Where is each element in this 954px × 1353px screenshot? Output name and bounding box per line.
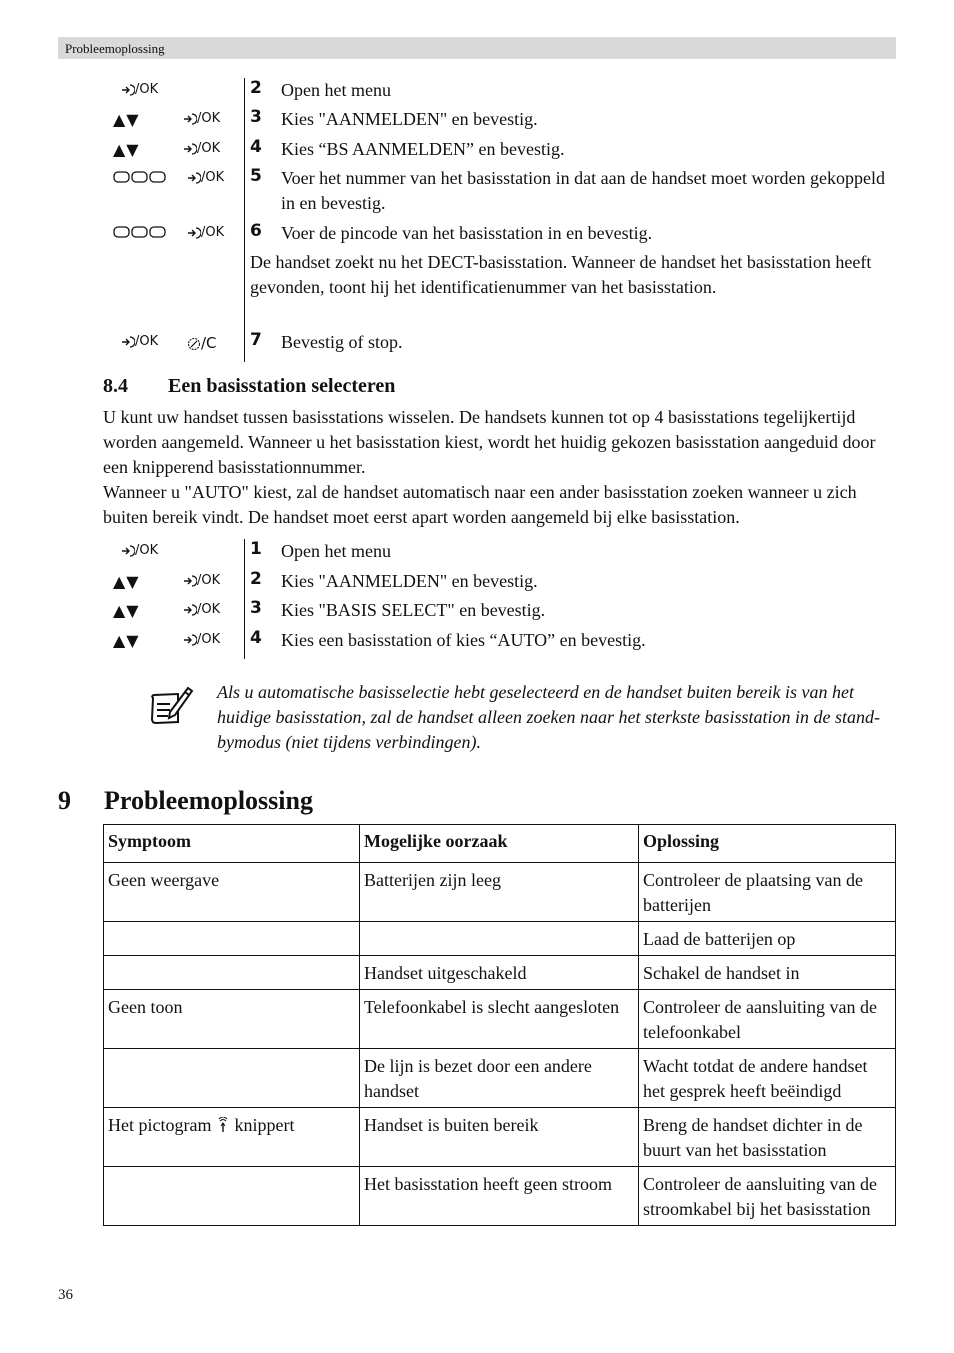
symptom-cell: [104, 1167, 360, 1226]
table-row: [104, 1167, 896, 1226]
steps-block-2: [103, 539, 896, 659]
section-paragraph: U kunt uw handset tussen basisstations wisselen. De handsets kunnen tot op 4 basisstations tegelijkertijd worden aangemeld. Wanneer u het basisstation kiest, wordt het huidig gekozen basisstation aangeduid door een knipperend basisstationnummer.: [103, 407, 876, 477]
symptom-text-suffix: knippert: [234, 1115, 295, 1135]
troubleshooting-table: [103, 824, 896, 1226]
symptom-cell: [104, 956, 360, 990]
step-icons: [103, 166, 238, 190]
up-down-arrows-icon: ▲▼: [113, 110, 140, 129]
table-row: [104, 863, 896, 922]
antenna-icon: [216, 1115, 230, 1135]
keypad-icon: [113, 170, 167, 189]
ok-key-icon: /OK: [121, 334, 158, 349]
cause-cell: Telefoonkabel is slecht aangesloten: [360, 990, 639, 1049]
solution-cell: Controleer de aansluiting van de stroomkabel bij het basisstation: [639, 1167, 896, 1226]
ok-key-icon: /OK: [183, 111, 220, 126]
table-row: [104, 990, 896, 1049]
step-text: Open het menu: [281, 80, 391, 100]
step-icons: [103, 598, 238, 622]
solution-cell: Wacht totdat de andere handset het gesprek heeft beëindigd: [639, 1049, 896, 1108]
step-text: Kies een basisstation of kies “AUTO” en bevestig.: [281, 630, 646, 650]
step-text: Voer het nummer van het basisstation in dat aan de handset moet worden gekoppeld in en bevestig.: [281, 168, 886, 213]
step-number: 1: [250, 539, 262, 559]
section-title: Een basisstation selecteren: [168, 375, 396, 397]
page-number: 36: [58, 1287, 73, 1303]
solution-cell: Laad de batterijen op: [639, 922, 896, 956]
step-text: Kies “BS AANMELDEN” en bevestig.: [281, 139, 565, 159]
step-icons: [103, 221, 238, 245]
step-text: Kies "AANMELDEN" en bevestig.: [281, 109, 538, 129]
step-number: 6: [250, 221, 262, 241]
ok-key-icon: /OK: [187, 170, 224, 185]
step-icons: [103, 539, 238, 563]
chapter-number: 9: [58, 786, 71, 815]
solution-cell: Controleer de plaatsing van de batterijen: [639, 863, 896, 922]
column-header-cause: Mogelijke oorzaak: [360, 825, 639, 863]
cause-cell: Het basisstation heeft geen stroom: [360, 1167, 639, 1226]
step-number: 5: [250, 166, 262, 186]
table-row: [104, 1108, 896, 1167]
table-header-row: [104, 825, 896, 863]
chapter-heading: [58, 786, 313, 816]
cancel-key-icon: /C: [187, 334, 217, 352]
step-number: 3: [250, 107, 262, 127]
ok-key-icon: /OK: [187, 225, 224, 240]
step-text: Open het menu: [281, 541, 391, 561]
step-number: 2: [250, 78, 262, 98]
symptom-text: Het pictogram: [108, 1115, 212, 1135]
chapter-title: Probleemoplossing: [104, 786, 313, 815]
section-heading: [103, 375, 395, 398]
column-header-symptom: Symptoom: [104, 825, 360, 863]
step-text: Voer de pincode van het basisstation in en bevestig.: [281, 223, 653, 243]
step-icons: [103, 78, 238, 102]
up-down-arrows-icon: ▲▼: [113, 572, 140, 591]
symptom-cell: Geen weergave: [104, 863, 360, 922]
steps-divider: [244, 78, 245, 362]
step-number: 4: [250, 137, 262, 157]
step-icons: [103, 330, 238, 354]
symptom-cell: [104, 922, 360, 956]
section-body: [103, 405, 898, 530]
step-text: Bevestig of stop.: [281, 332, 403, 352]
keypad-icon: [113, 225, 167, 244]
up-down-arrows-icon: ▲▼: [113, 140, 140, 159]
ok-key-icon: /OK: [183, 602, 220, 617]
column-header-solution: Oplossing: [639, 825, 896, 863]
running-header-title: Probleemoplossing: [65, 41, 165, 56]
up-down-arrows-icon: ▲▼: [113, 631, 140, 650]
step-text: Kies "AANMELDEN" en bevestig.: [281, 571, 538, 591]
ok-key-icon: /OK: [121, 543, 158, 558]
step-icons: [103, 628, 238, 652]
cause-cell: [360, 922, 639, 956]
ok-key-icon: /OK: [121, 82, 158, 97]
cause-cell: Handset is buiten bereik: [360, 1108, 639, 1167]
step-icons: [103, 107, 238, 131]
step-number: 7: [250, 330, 262, 350]
steps-divider: [244, 539, 245, 659]
table-row: [104, 1049, 896, 1108]
solution-cell: Controleer de aansluiting van de telefoonkabel: [639, 990, 896, 1049]
section-paragraph: Wanneer u "AUTO" kiest, zal de handset automatisch naar een ander basisstation zoeken wanneer u zich buiten bereik vindt. De handset moet eerst apart worden aangemeld bij elke basisstation.: [103, 482, 857, 527]
step-icons: [103, 569, 238, 593]
symptom-cell: Geen toon: [104, 990, 360, 1049]
cause-cell: De lijn is bezet door een andere handset: [360, 1049, 639, 1108]
ok-key-icon: /OK: [183, 573, 220, 588]
symptom-cell: [104, 1049, 360, 1108]
step-number: 4: [250, 628, 262, 648]
steps-block-1: [103, 78, 896, 362]
running-header: [58, 37, 896, 59]
step-number: 3: [250, 598, 262, 618]
symptom-cell: [104, 1108, 360, 1167]
cause-cell: Handset uitgeschakeld: [360, 956, 639, 990]
note-pencil-icon: [148, 682, 194, 735]
step-text: Kies "BASIS SELECT" en bevestig.: [281, 600, 546, 620]
step-icons: [103, 137, 238, 161]
steps-paragraph: De handset zoekt nu het DECT-basisstation. Wanneer de handset het basisstation heeft gevonden, toont hij het identificatienummer van het basisstation.: [250, 252, 872, 297]
ok-key-icon: /OK: [183, 141, 220, 156]
up-down-arrows-icon: ▲▼: [113, 601, 140, 620]
note-text: Als u automatische basisselectie hebt geselecteerd en de handset buiten bereik is van het huidige basisstation, zal de handset alleen zoeken naar het sterkste basisstation in de stand-bymodus (niet tijdens verbindingen).: [217, 682, 880, 752]
table-row: [104, 956, 896, 990]
section-number: 8.4: [103, 375, 128, 397]
table-row: [104, 922, 896, 956]
step-number: 2: [250, 569, 262, 589]
ok-key-icon: /OK: [183, 632, 220, 647]
solution-cell: Breng de handset dichter in de buurt van het basisstation: [639, 1108, 896, 1167]
cause-cell: Batterijen zijn leeg: [360, 863, 639, 922]
solution-cell: Schakel de handset in: [639, 956, 896, 990]
